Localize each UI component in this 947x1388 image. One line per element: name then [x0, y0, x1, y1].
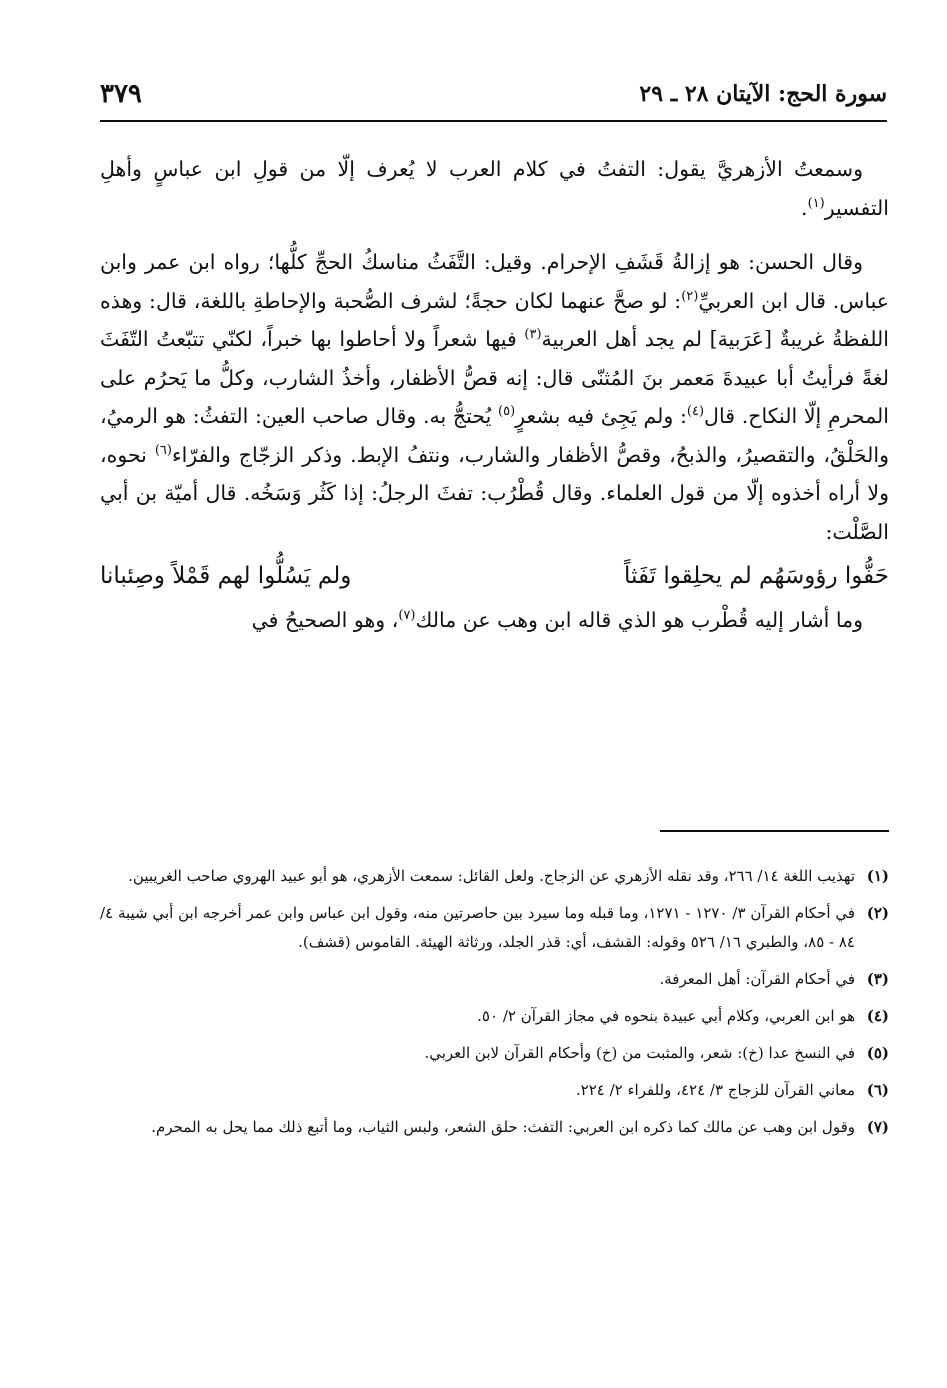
poetry-verse — [100, 555, 889, 597]
footnote-7 — [100, 1113, 889, 1142]
footnote-ref-3: (٣) — [524, 327, 542, 343]
paragraph-2-text-c: فيها شعراً ولا أحاطوا بها خبراً، لكنّي تتبّعتُ التّفَثَ لغةً فرأيتُ أبا عبيدةَ مَعمر بنَ المُثنّى قال: إنه قصُّ الأظفار، وأخذُ الشارب، وكلُّ ما يَحرُم على المحرمِ إلّا النكاح. قال — [100, 327, 889, 428]
paragraph-1 — [100, 150, 889, 227]
paragraph-3-end: ، وهو الصحيحُ في — [251, 608, 399, 632]
footnote-number: (٤) — [866, 1007, 889, 1025]
footnote-ref-4: (٤) — [686, 404, 705, 420]
footnote-text: في النسخ عدا (خ): شعر، والمثبت من (خ) وأحكام القرآن لابن العربي. — [424, 1044, 855, 1062]
footnote-ref-1: (١) — [807, 195, 825, 211]
footnote-number: (١) — [866, 867, 889, 885]
footnote-text: في أحكام القرآن: أهل المعرفة. — [659, 970, 855, 988]
footnote-5 — [100, 1039, 889, 1068]
paragraph-1-end: . — [801, 195, 808, 220]
paragraph-2 — [100, 243, 889, 551]
verse-first-hemistich: حَفُّوا رؤوسَهُم لم يحلِقوا تَفَثاً — [624, 563, 889, 589]
footnote-text: هو ابن العربي، وكلام أبي عبيدة بنحوه في مجاز القرآن ٢/ ٥٠. — [477, 1007, 855, 1025]
footnote-number: (٦) — [866, 1081, 889, 1099]
header-rule — [100, 120, 887, 122]
paragraph-2-text-b: : لو صحَّ عنهما لكان حجةً؛ لشرف الصُّحبة والإحاطةِ باللغة، قال: وهذه اللفظةُ غريبةٌ [عَرَبية] لم يجد أهل العربية — [100, 288, 890, 351]
footnote-1 — [100, 862, 889, 891]
page-number: ٣٧٩ — [100, 79, 142, 109]
paragraph-2-text-a: وقال الحسن: هو إزالةُ قَشَفِ الإحرام. وقيل: التَّفَثُ مناسكُ الحجِّ كلُّها؛ رواه ابن عمر وابن عباس. قال ابن العربيِّ — [100, 250, 889, 313]
page-header — [100, 70, 887, 118]
paragraph-2-text-e: يُحتجُّ به. وقال صاحب العين: التفثُ: هو الرميُ، والحَلْقُ، والتقصيرُ، والذبحُ، وقصُّ الأظفار والشارب، ونتفُ الإبط. وذكر الزجّاج والفرّاء — [100, 404, 889, 467]
footnote-separator — [660, 830, 889, 832]
footnote-ref-6: (٦) — [154, 442, 172, 458]
verse-second-hemistich: ولم يَسُلُّوا لهم قَمْلاً وصِئبانا — [100, 563, 352, 589]
footnote-text: تهذيب اللغة ١٤/ ٢٦٦، وقد نقله الأزهري عن الزجاج. ولعل القائل: سمعت الأزهري، هو أبو عبيد الهروي صاحب الغريبين. — [128, 867, 855, 885]
footnote-2 — [100, 899, 889, 957]
paragraph-1-text: وسمعتُ الأزهريَّ يقول: التفتُ في كلام العرب لا يُعرف إلّا من قولِ ابن عباسٍ وأهلِ التفسير — [100, 157, 889, 220]
paragraph-3-text: وما أشار إليه قُطْرب هو الذي قاله ابن وهب عن مالك — [415, 608, 863, 632]
footnote-ref-5: (٥) — [498, 404, 516, 420]
main-text — [100, 150, 889, 640]
footnote-text: معاني القرآن للزجاج ٣/ ٤٢٤، وللفراء ٢/ ٢٢٤. — [575, 1081, 855, 1099]
footnote-6 — [100, 1076, 889, 1105]
footnote-text: في أحكام القرآن ٣/ ١٢٧٠ - ١٢٧١، وما قبله وما سيرد بين حاصرتين منه، وقول ابن عباس وابن عمر أخرجه ابن أبي شيبة ٤/ ٨٤ - ٨٥، والطبري ١٦/ ٥٢٦ وقوله: القشف، أي: قذر الجلد، ورثاثة الهيئة. القاموس (قشف). — [100, 904, 856, 951]
footnote-3 — [100, 965, 889, 994]
paragraph-3 — [100, 601, 889, 640]
footnote-ref-7: (٧) — [398, 608, 416, 624]
footnote-number: (٣) — [866, 970, 889, 988]
footnote-number: (٥) — [866, 1044, 889, 1062]
footnote-text: وقول ابن وهب عن مالك كما ذكره ابن العربي: التفث: حلق الشعر، ولبس الثياب، وما أتبع ذلك مما يحل به المحرم. — [151, 1118, 855, 1136]
paragraph-2-text-d: : ولم يَجِئ فيه بشعرٍ — [515, 404, 687, 428]
footnote-4 — [100, 1002, 889, 1031]
footnote-number: (٢) — [866, 904, 889, 922]
footnote-number: (٧) — [866, 1118, 889, 1136]
footnote-ref-2: (٢) — [681, 288, 699, 304]
paragraph-2-text-f: نحوه، ولا أراه أخذوه إلّا من قول العلماء. وقال قُطْرُب: تفثَ الرجلُ: إذا كَثُر وَسَخُه. قال أميّة بن أبي الصَّلْت: — [100, 442, 889, 544]
running-title: سورة الحج: الآيتان ٢٨ ـ ٢٩ — [639, 81, 887, 107]
footnotes — [100, 862, 889, 1150]
